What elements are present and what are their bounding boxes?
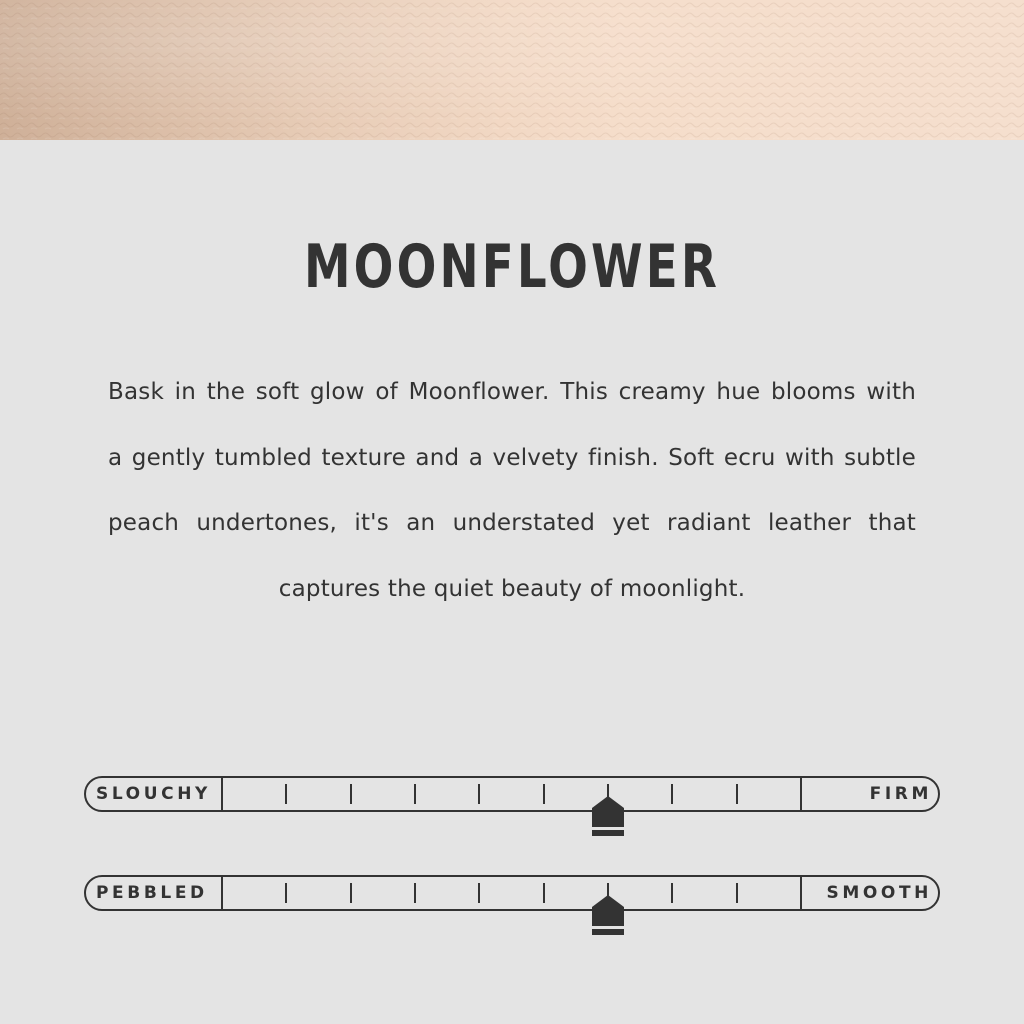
firmness-scale <box>84 776 940 812</box>
scale-tick <box>736 784 738 804</box>
scale-left-divider <box>221 875 223 911</box>
description-line: Bask in the soft glow of Moonflower. This creamy hue blooms with <box>108 379 916 405</box>
scale-right-divider <box>800 875 802 911</box>
scale-tick <box>350 883 352 903</box>
scale-tick <box>285 784 287 804</box>
scale-left-divider <box>221 776 223 812</box>
description-line: peach undertones, it's an understated yet radiant leather that <box>108 510 916 536</box>
texture-scale <box>84 875 940 911</box>
scale-tick <box>543 784 545 804</box>
scale-tick <box>350 784 352 804</box>
scale-tick <box>478 883 480 903</box>
scale-right-label: FIRM <box>869 784 932 804</box>
description-line: a gently tumbled texture and a velvety finish. Soft ecru with subtle <box>108 444 916 471</box>
scale-left-label: SLOUCHY <box>96 784 211 804</box>
scale-tick <box>414 883 416 903</box>
description-line: captures the quiet beauty of moonlight. <box>278 575 746 602</box>
scale-right-label: SMOOTH <box>826 883 932 903</box>
scale-left-label: PEBBLED <box>96 883 208 903</box>
product-title: MOONFLOWER <box>303 232 721 302</box>
scale-tick <box>478 784 480 804</box>
leather-swatch-image <box>0 0 1024 140</box>
scale-tick <box>414 784 416 804</box>
scale-tick <box>543 883 545 903</box>
product-description <box>108 360 916 622</box>
scale-tick <box>671 883 673 903</box>
scale-track <box>84 875 940 911</box>
scale-track <box>84 776 940 812</box>
scale-right-divider <box>800 776 802 812</box>
scale-level-marker-icon <box>592 796 624 838</box>
scale-level-marker-icon <box>592 895 624 937</box>
scale-tick <box>736 883 738 903</box>
scale-tick <box>671 784 673 804</box>
scale-tick <box>285 883 287 903</box>
